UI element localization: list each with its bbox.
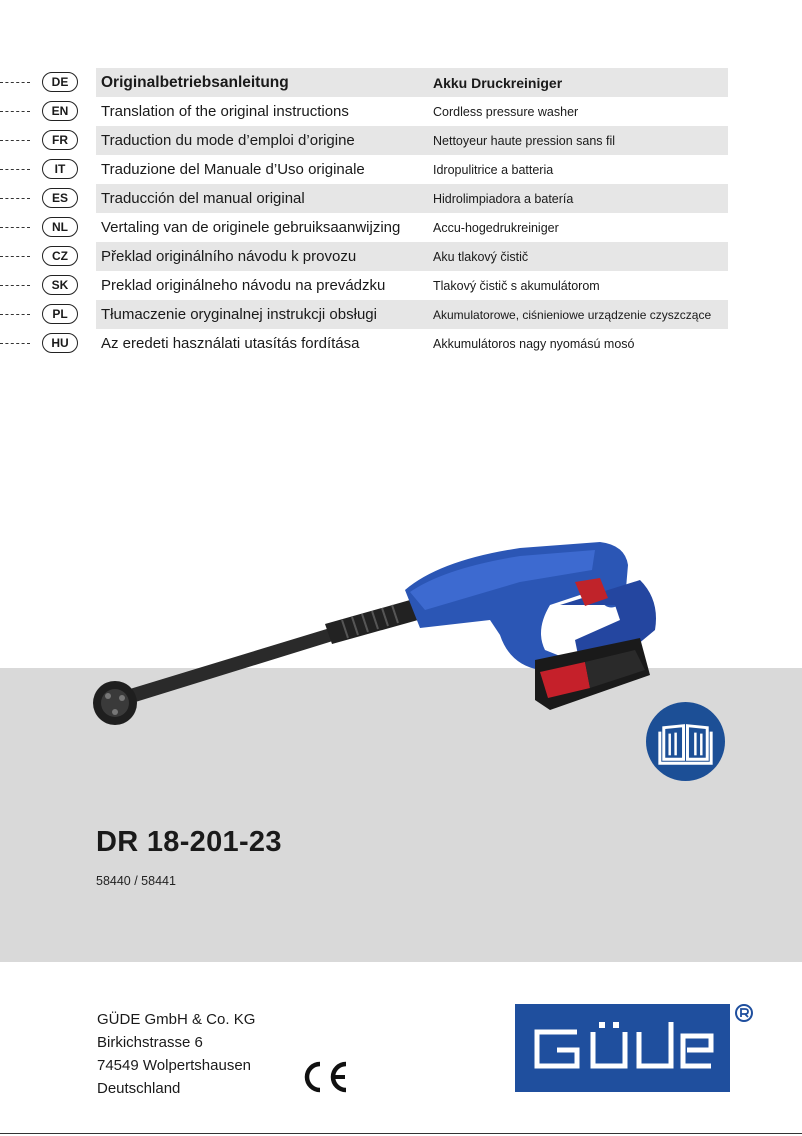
- instruction-title: Preklad originálneho návodu na prevádzku: [101, 277, 386, 294]
- language-row-it: [0, 155, 728, 184]
- dash-line: [0, 111, 30, 112]
- gude-logo: [515, 1004, 730, 1092]
- company-city: 74549 Wolpertshausen: [97, 1057, 251, 1074]
- instruction-title: Translation of the original instructions: [101, 103, 349, 120]
- instruction-title: Traduzione del Manuale d’Uso originale: [101, 161, 365, 178]
- language-row-pl: [0, 300, 728, 329]
- company-street: Birkichstrasse 6: [97, 1034, 203, 1051]
- language-badge: NL: [42, 217, 78, 237]
- company-country: Deutschland: [97, 1080, 181, 1097]
- registered-mark-icon: [734, 1003, 754, 1023]
- dash-line: [0, 140, 30, 141]
- dash-line: [0, 82, 30, 83]
- article-numbers: 58440 / 58441: [96, 874, 176, 888]
- language-row-sk: [0, 271, 728, 300]
- language-row-de: [0, 68, 728, 97]
- instruction-title: Originalbetriebsanleitung: [101, 74, 289, 91]
- language-badge: PL: [42, 304, 78, 324]
- language-badge: CZ: [42, 246, 78, 266]
- product-name: Tlakový čistič s akumulátorom: [433, 279, 600, 293]
- product-name: Idropulitrice a batteria: [433, 163, 554, 177]
- language-badge: DE: [42, 72, 78, 92]
- product-name: Aku tlakový čistič: [433, 250, 529, 264]
- language-badge: EN: [42, 101, 78, 121]
- dash-line: [0, 314, 30, 315]
- language-row-hu: [0, 329, 728, 358]
- language-badge: IT: [42, 159, 78, 179]
- product-name: Akumulatorowe, ciśnieniowe urządzenie czyszczące: [433, 308, 712, 322]
- product-name: Akku Druckreiniger: [433, 75, 563, 91]
- language-row-cz: [0, 242, 728, 271]
- product-name: Hidrolimpiadora a batería: [433, 192, 574, 206]
- instruction-title: Překlad originálního návodu k provozu: [101, 248, 357, 265]
- language-badge: SK: [42, 275, 78, 295]
- language-table: [0, 68, 728, 358]
- dash-line: [0, 343, 30, 344]
- dash-line: [0, 227, 30, 228]
- product-name: Cordless pressure washer: [433, 105, 579, 119]
- pressure-washer-image: [80, 520, 680, 735]
- product-name: Nettoyeur haute pression sans fil: [433, 134, 616, 148]
- model-number: DR 18-201-23: [96, 826, 282, 858]
- dash-line: [0, 256, 30, 257]
- instruction-title: Tłumaczenie oryginalnej instrukcji obsługi: [101, 306, 377, 323]
- language-badge: FR: [42, 130, 78, 150]
- dash-line: [0, 198, 30, 199]
- instruction-title: Traduction du mode d’emploi d’origine: [101, 132, 355, 149]
- bottom-rule: [0, 1133, 802, 1134]
- company-address: [97, 1008, 255, 1100]
- dash-line: [0, 169, 30, 170]
- instruction-title: Vertaling van de originele gebruiksaanwijzing: [101, 219, 401, 236]
- language-row-fr: [0, 126, 728, 155]
- dash-line: [0, 285, 30, 286]
- company-name: GÜDE GmbH & Co. KG: [97, 1011, 256, 1028]
- instruction-title: Az eredeti használati utasítás fordítása: [101, 335, 360, 352]
- language-row-nl: [0, 213, 728, 242]
- language-badge: ES: [42, 188, 78, 208]
- language-row-es: [0, 184, 728, 213]
- product-name: Accu-hogedrukreiniger: [433, 221, 559, 235]
- ce-mark-icon: [298, 1060, 350, 1094]
- read-manual-icon: [646, 702, 725, 781]
- language-row-en: [0, 97, 728, 126]
- instruction-title: Traducción del manual original: [101, 190, 305, 207]
- product-name: Akkumulátoros nagy nyomású mosó: [433, 337, 635, 351]
- language-badge: HU: [42, 333, 78, 353]
